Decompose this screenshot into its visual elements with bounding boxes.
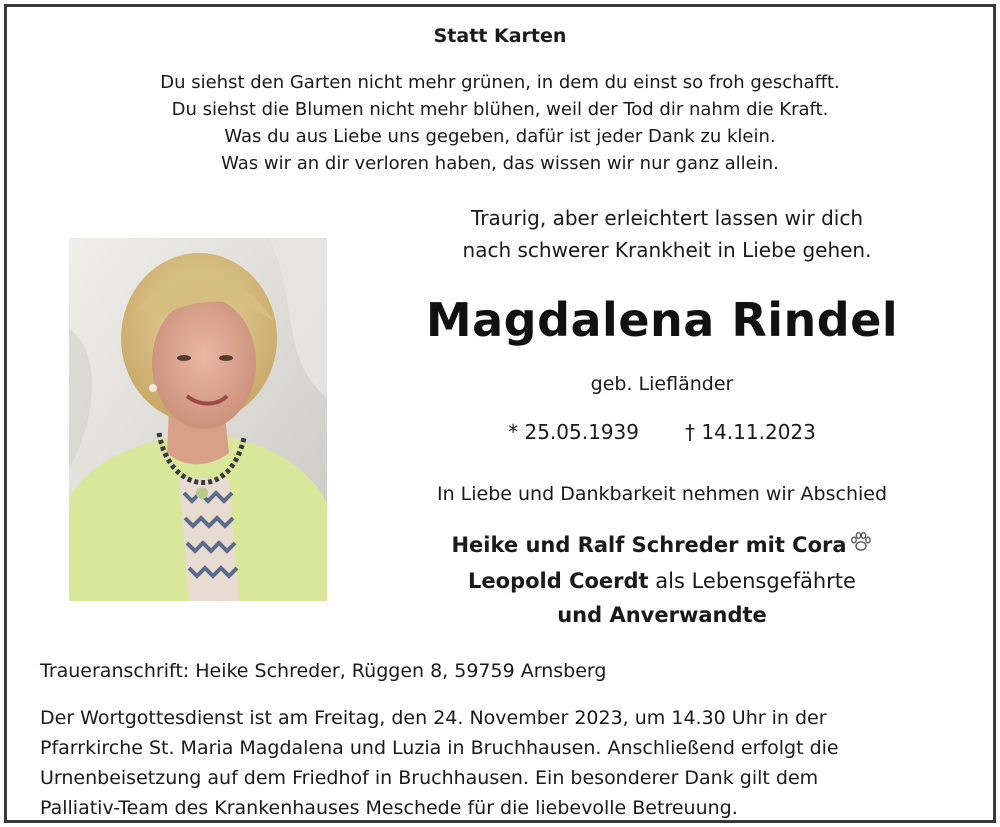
service-line: Urnenbeisetzung auf dem Friedhof in Bruchhausen. Ein besonderer Dank gilt dem: [40, 767, 819, 789]
service-details: [40, 703, 980, 823]
birth-date: * 25.05.1939: [508, 420, 639, 444]
mourner-family: Heike und Ralf Schreder mit Cora: [451, 533, 847, 557]
mourner-partner: Leopold Coerdt: [468, 569, 649, 593]
mourners-list: [407, 528, 917, 632]
mourner-line: [407, 598, 917, 632]
intro-line: Traurig, aber erleichtert lassen wir dich: [470, 206, 864, 230]
portrait-illustration: [69, 238, 327, 601]
obituary-frame: [4, 4, 996, 823]
mourner-partner-role: als Lebensgefährte: [648, 569, 856, 593]
poem-line: Du siehst die Blumen nicht mehr blühen, weil der Tod dir nahm die Kraft.: [171, 99, 829, 120]
mourning-address: Traueranschrift: Heike Schreder, Rüggen 8, 59759 Arnsberg: [40, 660, 607, 682]
poem-line: Was du aus Liebe uns gegeben, dafür ist jeder Dank zu klein.: [224, 126, 776, 147]
service-line: Der Wortgottesdienst ist am Freitag, den 24. November 2023, um 14.30 Uhr in der: [40, 707, 827, 729]
intro-text: [417, 202, 917, 266]
farewell-line: In Liebe und Dankbarkeit nehmen wir Abschied: [436, 483, 888, 505]
maiden-name: geb. Liefländer: [590, 373, 734, 395]
service-line: Pfarrkirche St. Maria Magdalena und Luzia in Bruchhausen. Anschließend erfolgt die: [40, 737, 839, 759]
mourner-relatives: und Anverwandte: [557, 603, 767, 627]
deceased-name: Magdalena Rindel: [425, 293, 899, 347]
notice-heading: Statt Karten: [433, 25, 567, 47]
service-line: Palliativ-Team des Krankenhauses Meschede für die liebevolle Betreuung.: [40, 797, 738, 819]
portrait-photo: [69, 238, 327, 601]
mourner-line: [407, 564, 917, 598]
death-date: † 14.11.2023: [685, 420, 816, 444]
life-dates: [407, 420, 917, 444]
intro-line: nach schwerer Krankheit in Liebe gehen.: [462, 238, 872, 262]
poem-line: Du siehst den Garten nicht mehr grünen, in dem du einst so froh geschafft.: [160, 72, 840, 93]
poem: [7, 69, 993, 177]
mourner-line: [407, 528, 917, 564]
paw-print-icon: [849, 530, 873, 564]
poem-line: Was wir an dir verloren haben, das wissen wir nur ganz allein.: [221, 153, 779, 174]
